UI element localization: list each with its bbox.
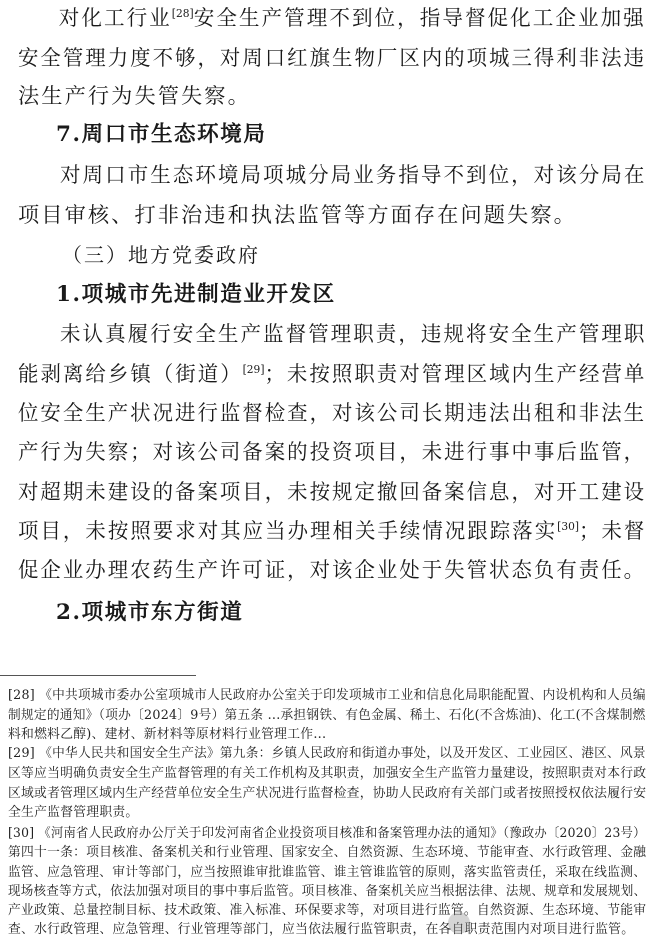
footnote-30-line: 查、水行政管理、应急管理、行业管理等部门，应当依法履行监管职责，在各自职责范围内对项目进行监管。 (8, 922, 635, 937)
footnote-30-line: [30] 《河南省人民政府办公厅关于印发河南省企业投资项目核准和备案管理办法的通知》（豫政办〔2020〕23号） (8, 826, 646, 841)
footnote-29-line: [29] 《中华人民共和国安全生产法》第九条：乡镇人民政府和街道办事处，以及开发区、工业园区、港区、风景 (8, 746, 646, 761)
footnote-30-line: 监管、应急管理、审计等部门，应当按照谁审批谁监管、谁主管谁监管的原则，落实监管责任，采取在线监测、 (8, 865, 647, 880)
paragraph-line: 能剥离给乡镇（街道）[29]；未按照职责对管理区域内生产经营单 (18, 361, 647, 386)
footnote-28-line: 料和燃料乙醇)、建材、新材料等原材料行业管理工作... (8, 727, 327, 742)
footnote-28-line: 制规定的通知》（项办〔2024〕9号）第五条 ...承担钢铁、有色金属、稀土、石化(不含炼油)、化工(不含煤制燃 (8, 708, 646, 723)
footnote-30-line: 第四十一条：项目核准、备案机关和行业管理、国家安全、自然资源、生态环境、节能审查、水行政管理、金融 (8, 845, 647, 860)
section-heading-1: 1.项城市先进制造业开发区 (56, 282, 336, 307)
paragraph-line: 项目审核、打非治违和执法监管等方面存在问题失察。 (18, 202, 577, 227)
paragraph-line: 对超期未建设的备案项目，未按规定撤回备案信息，对开工建设 (18, 479, 647, 504)
section-heading-2: 2.项城市东方街道 (56, 600, 244, 625)
footnote-ref-29[interactable]: [29] (242, 362, 265, 376)
paragraph-line: 产行为失察；对该公司备案的投资项目，未进行事中事后监管， (18, 439, 647, 464)
footnote-29-line: 区等应当明确负责安全生产监督管理的有关工作机构及其职责，加强安全生产监管力量建设，按照职责对本行政 (8, 766, 647, 781)
footnote-ref-28[interactable]: [28] (171, 6, 194, 20)
paragraph-line: 项目，未按照要求对其应当办理相关手续情况跟踪落实[30]；未督 (18, 518, 647, 543)
footnote-30-line: 产业政策、总量控制目标、技术政策、准入标准、环保要求等，对项目进行监管。自然资源、生态环境、节能审 (8, 903, 647, 918)
paragraph-line: 位安全生产状况进行监督检查，对该公司长期违法出租和非法生 (18, 400, 647, 425)
paragraph-line: 对周口市生态环境局项城分局业务指导不到位，对该分局在 (60, 162, 647, 187)
section-heading-7: 7.周口市生态环境局 (56, 122, 267, 147)
footnote-ref-30[interactable]: [30] (557, 519, 579, 533)
footnote-28-line: [28] 《中共项城市委办公室项城市人民政府办公室关于印发项城市工业和信息化局职能配置、内设机构和人员编 (8, 688, 646, 703)
subsection-heading-3: （三）地方党委政府 (62, 243, 260, 267)
paragraph-line: 对化工行业[28]安全生产管理不到位，指导督促化工企业加强 (58, 5, 646, 30)
paragraph-line: 法生产行为失管失察。 (18, 83, 251, 108)
paragraph-line: 促企业办理农药生产许可证，对该企业处于失管状态负有责任。 (18, 557, 647, 582)
watermark (448, 908, 648, 938)
watermark-logo-icon (448, 912, 470, 934)
footnote-29-line: 全生产监督管理职责。 (8, 805, 139, 820)
paragraph-line: 未认真履行安全生产监督管理职责，违规将安全生产管理职 (60, 321, 647, 346)
footnote-30-line: 现场核查等方式，依法加强对项目的事中事后监管。项目核准、备案机关应当根据法律、法规、规章和发展规划、 (8, 884, 647, 899)
footnote-29-line: 区域或者管理区域内生产经营单位安全生产状况进行监督检查，协助人民政府有关部门或者按照授权依法履行安 (8, 786, 647, 801)
footnote-separator (0, 675, 196, 676)
paragraph-line: 安全管理力度不够，对周口红旗生物厂区内的项城三得利非法违 (18, 45, 647, 70)
